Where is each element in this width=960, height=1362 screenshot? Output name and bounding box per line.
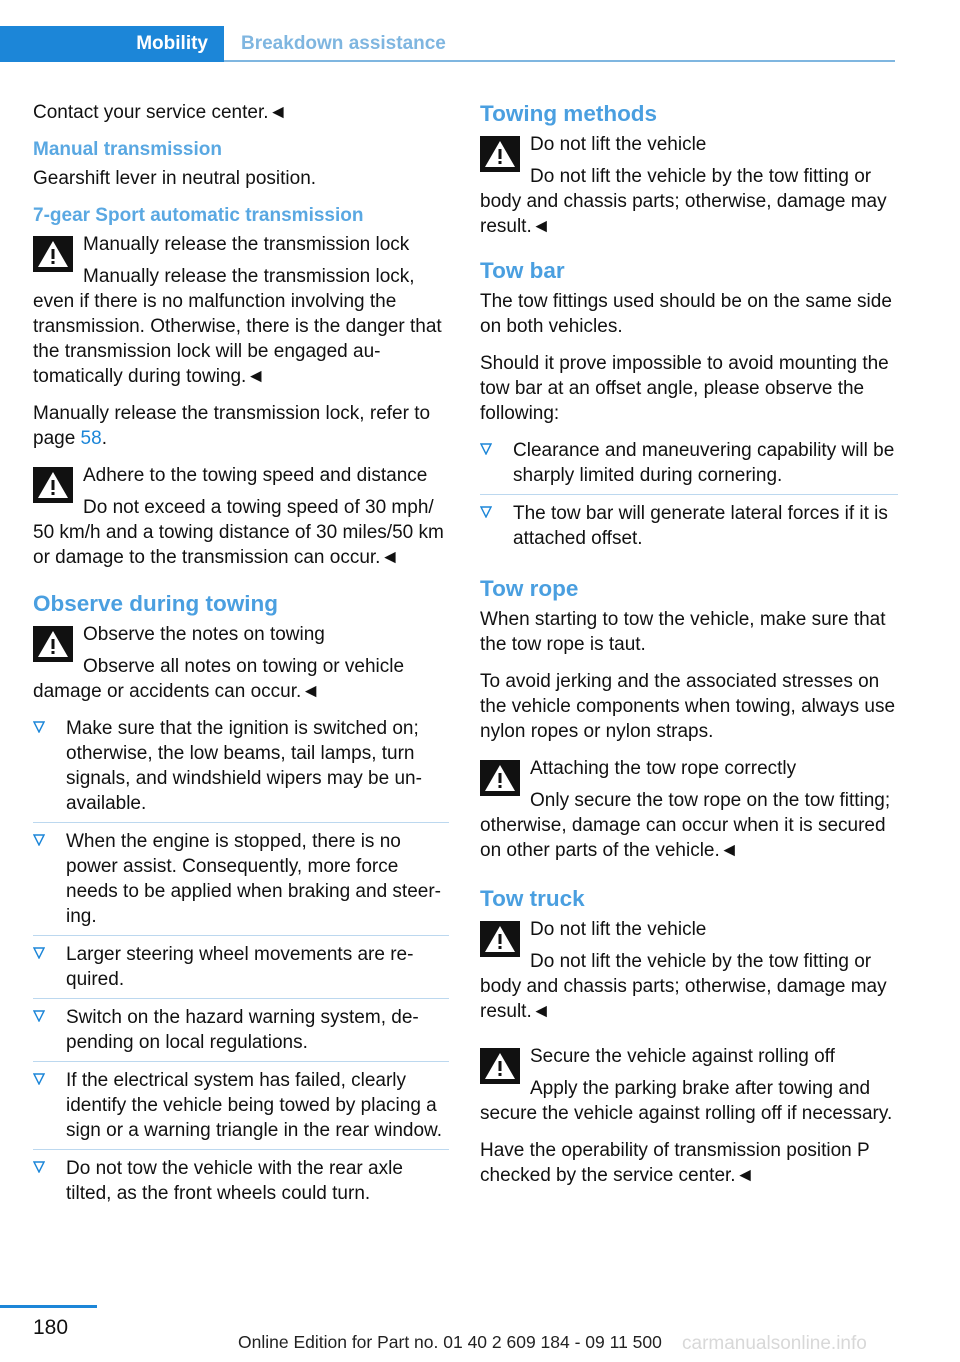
warning-icon [480, 1048, 520, 1084]
warning-body: Only secure the tow rope on the tow fitting; otherwise, damage can occur when it is secured on other parts of the vehicle.◄ [480, 790, 891, 861]
list-item: Do not tow the vehicle with the rear axle tilted, as the front wheels could turn. [33, 1149, 449, 1212]
list-item: Larger steering wheel movements are required. [33, 935, 449, 998]
observe-towing-heading: Observe during towing [33, 591, 279, 616]
warning-block-towing-speed [33, 463, 449, 570]
warning-block-rolling-off [480, 1044, 898, 1126]
tow-rope-heading: Tow rope [480, 576, 579, 601]
towing-notes-list [33, 716, 449, 1212]
warning-title: Attaching the tow rope correctly [530, 758, 797, 779]
footer-rule [0, 1305, 97, 1308]
triangle-bullet-icon [33, 721, 45, 733]
manual-transmission-heading: Manual transmission [33, 139, 222, 160]
left-column [33, 100, 449, 1224]
page-header [0, 26, 895, 62]
warning-icon [33, 236, 73, 272]
warning-body: Observe all notes on towing or vehicle damage or accidents can occur.◄ [33, 656, 405, 702]
triangle-bullet-icon [480, 443, 492, 455]
triangle-bullet-icon [33, 834, 45, 846]
section-tab[interactable]: Mobility [0, 26, 224, 62]
watermark-text: carmanualsonline.info [682, 1333, 867, 1354]
tow-rope-text-1: When starting to tow the vehicle, make sure that the tow rope is taut. [480, 609, 886, 655]
triangle-bullet-icon [33, 1161, 45, 1173]
page-number: 180 [33, 1316, 69, 1339]
list-item: Clearance and maneuvering capability will be sharply limited during cornering. [480, 438, 898, 494]
list-item: If the electrical system has failed, clearly identify the vehicle being towed by placing a sign or a warning triangle in the rear window. [33, 1061, 449, 1149]
warning-body: Manually release the transmission lock, even if there is no malfunction involving the transmission. Otherwise, there is the danger that the transmission lock will be engaged automatically during towing.◄ [33, 266, 442, 387]
warning-title: Adhere to the towing speed and distance [83, 465, 428, 486]
warning-block-tow-rope [480, 756, 898, 863]
list-item: When the engine is stopped, there is no power assist. Consequently, more force needs to be applied when braking and steering. [33, 822, 449, 935]
tow-truck-text: Have the operability of transmission position P checked by the service center.◄ [480, 1140, 870, 1186]
right-column [480, 100, 898, 1200]
tow-bar-heading: Tow bar [480, 258, 565, 283]
tow-truck-heading: Tow truck [480, 886, 585, 911]
tow-bar-list [480, 438, 898, 557]
warning-title: Do not lift the vehicle [530, 919, 707, 940]
intro-text: Contact your service center.◄ [33, 102, 288, 123]
warning-title: Observe the notes on towing [83, 624, 325, 645]
edition-text: Online Edition for Part no. 01 40 2 609 184 - 09 11 500 [238, 1332, 662, 1352]
warning-block-do-not-lift [480, 132, 898, 239]
warning-icon [33, 626, 73, 662]
triangle-bullet-icon [33, 1010, 45, 1022]
triangle-bullet-icon [33, 1073, 45, 1085]
warning-icon [33, 467, 73, 503]
subsection-tab[interactable]: Breakdown assistance [241, 33, 446, 54]
warning-block-truck-lift [480, 917, 898, 1024]
warning-block-towing-notes [33, 622, 449, 704]
warning-block-release-lock [33, 232, 449, 389]
warning-icon [480, 136, 520, 172]
triangle-bullet-icon [33, 947, 45, 959]
tow-rope-text-2: To avoid jerking and the associated stresses on the vehicle components when towing, always use nylon ropes or nylon straps. [480, 671, 896, 742]
towing-methods-heading: Towing methods [480, 101, 658, 126]
warning-body: Do not exceed a towing speed of 30 mph/ 50 km/h and a towing distance of 30 miles/50 km or damage to the transmission can occur.◄ [33, 497, 444, 568]
list-item: Switch on the hazard warning system, depending on local regulations. [33, 998, 449, 1061]
tow-bar-text-2: Should it prove impossible to avoid mounting the tow bar at an offset angle, please observe the following: [480, 353, 889, 424]
reference-text: Manually release the transmission lock, refer to page 58. [33, 403, 431, 449]
warning-icon [480, 921, 520, 957]
warning-body: Do not lift the vehicle by the tow fitting or body and chassis parts; otherwise, damage may result.◄ [480, 166, 887, 237]
warning-title: Secure the vehicle against rolling off [530, 1046, 835, 1067]
page-link[interactable]: 58 [80, 428, 102, 449]
manual-transmission-text: Gearshift lever in neutral position. [33, 168, 317, 189]
warning-body: Apply the parking brake after towing and secure the vehicle against rolling off if necessary. [480, 1078, 893, 1124]
warning-icon [480, 760, 520, 796]
warning-title: Manually release the transmission lock [83, 234, 410, 255]
warning-title: Do not lift the vehicle [530, 134, 707, 155]
warning-body: Do not lift the vehicle by the tow fitting or body and chassis parts; otherwise, damage may result.◄ [480, 951, 887, 1022]
list-item: The tow bar will generate lateral forces if it is attached offset. [480, 494, 898, 557]
tow-bar-text-1: The tow fittings used should be on the same side on both vehicles. [480, 291, 892, 337]
triangle-bullet-icon [480, 506, 492, 518]
list-item: Make sure that the ignition is switched on; otherwise, the low beams, tail lamps, turn signals, and windshield wipers may be unavailable. [33, 716, 449, 822]
sport-transmission-heading: 7-gear Sport automatic transmission [33, 205, 364, 226]
